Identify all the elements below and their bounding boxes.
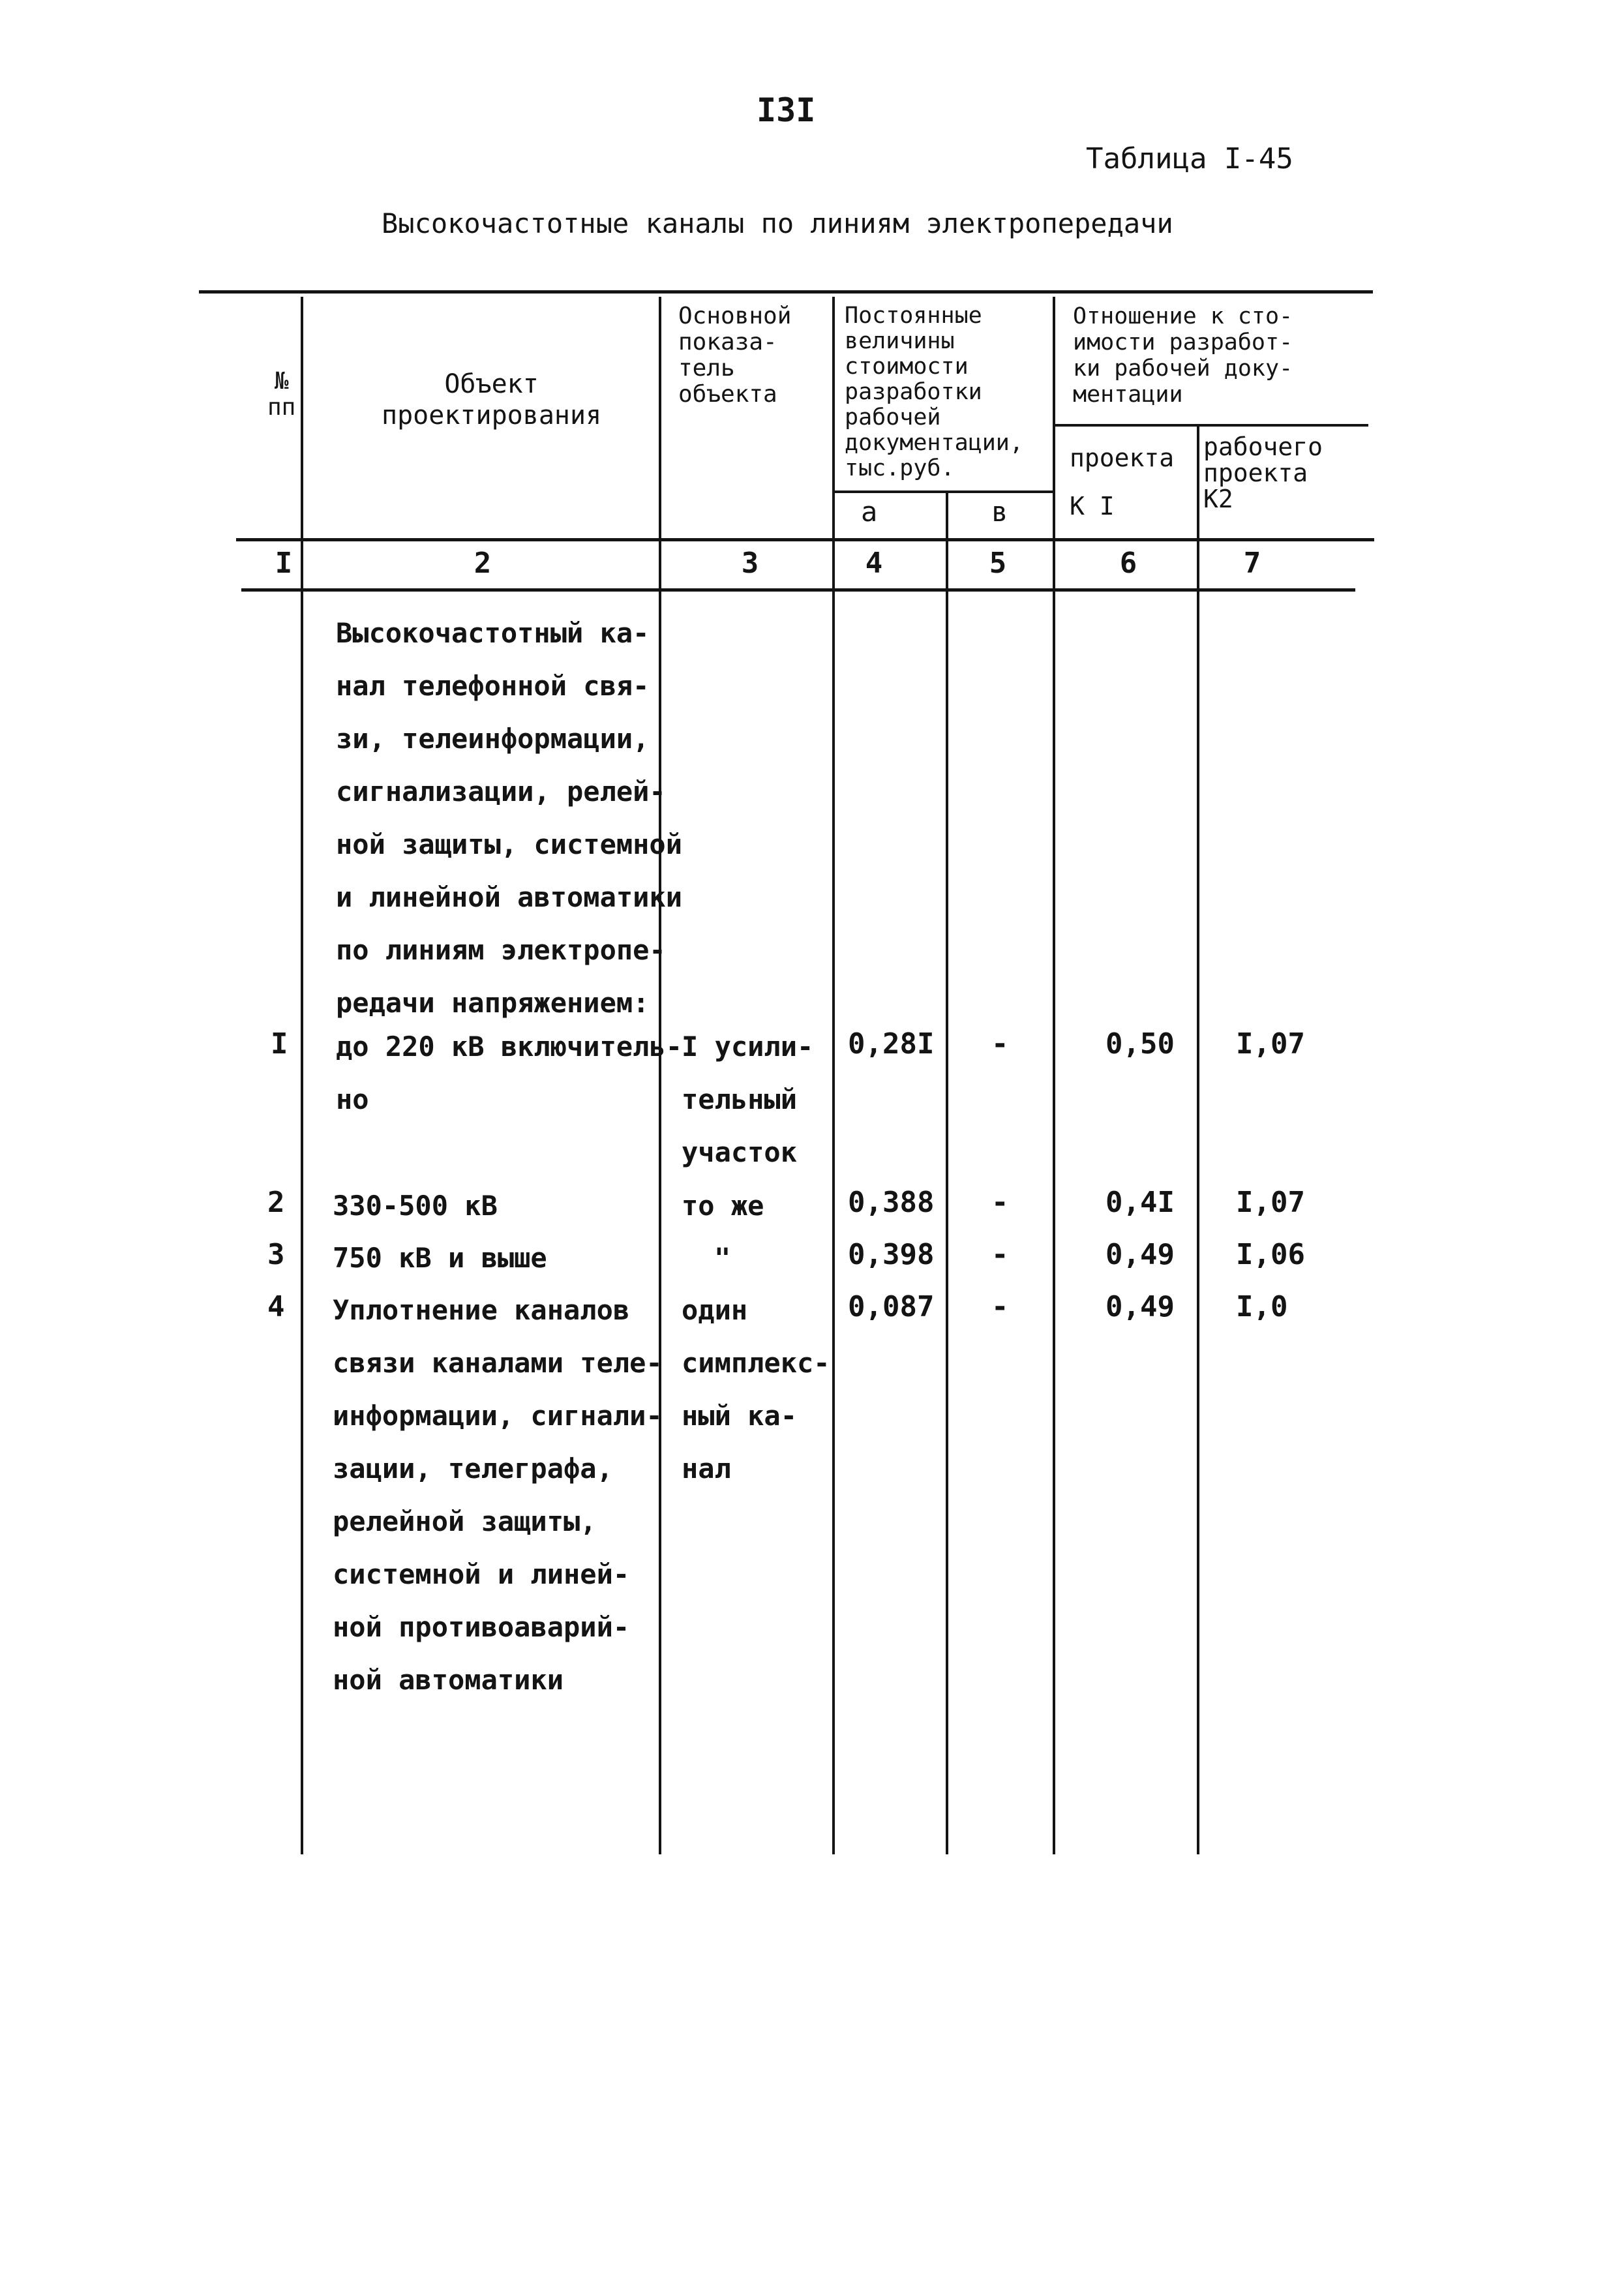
table-label: Таблица I-45 (1086, 142, 1293, 175)
header-ratio: Отношение к сто- имости разработ- ки рабочей доку- ментации (1073, 303, 1293, 408)
row-value-b: - (991, 1027, 1009, 1061)
table-top-rule (199, 290, 1373, 294)
row-value-a: 0,398 (848, 1238, 935, 1271)
column-numbers-bottom-rule (241, 588, 1355, 592)
row-value-k2: I,07 (1236, 1186, 1305, 1219)
header-bottom-rule (236, 538, 1374, 541)
col-divider-3 (832, 297, 835, 1854)
row-number: I (271, 1027, 288, 1061)
row-indicator: I усили- тельный участок (682, 1031, 814, 1168)
column-number: 4 (865, 547, 883, 580)
row-indicator: один симплекс- ный ка- нал (682, 1294, 830, 1485)
col-divider-1 (301, 297, 303, 1854)
column-number: 7 (1243, 547, 1261, 580)
row-value-k2: I,0 (1236, 1290, 1288, 1323)
column-number: 3 (741, 547, 759, 580)
row-value-a: 0,087 (848, 1290, 935, 1323)
row-number: 4 (267, 1290, 285, 1323)
page-number: I3I (757, 91, 816, 129)
header-number: № пп (267, 368, 296, 421)
row-value-b: - (991, 1238, 1009, 1271)
column-number: 5 (989, 547, 1007, 580)
row-object: 750 кВ и выше (333, 1242, 547, 1274)
header-constant-values: Постоянные величины стоимости разработки рабочей документации, тыс.руб. (845, 303, 1023, 481)
row-number: 2 (267, 1186, 285, 1219)
row-value-k1: 0,49 (1105, 1238, 1175, 1271)
row-indicator: " (714, 1242, 731, 1274)
row-value-k2: I,06 (1236, 1238, 1305, 1271)
row-value-k1: 0,4I (1105, 1186, 1175, 1219)
header-rule-col67 (1055, 424, 1368, 427)
row-value-b: - (991, 1290, 1009, 1323)
row-value-k1: 0,50 (1105, 1027, 1175, 1061)
row-value-a: 0,388 (848, 1186, 935, 1219)
header-a: а (861, 496, 878, 528)
row-number: 3 (267, 1238, 285, 1271)
column-number: 6 (1119, 547, 1137, 580)
col-divider-6 (1197, 425, 1199, 1854)
row-value-k1: 0,49 (1105, 1290, 1175, 1323)
header-rule-col45 (835, 490, 1055, 493)
row-value-a: 0,28I (848, 1027, 935, 1061)
header-object: Объект проектирования (382, 369, 602, 430)
header-b: в (991, 496, 1008, 528)
row-value-k2: I,07 (1236, 1027, 1305, 1061)
col-divider-5 (1053, 297, 1055, 1854)
document-title: Высокочастотные каналы по линиям электропередачи (382, 207, 1173, 239)
row-object: до 220 кВ включитель- но (336, 1031, 683, 1115)
column-number: 2 (474, 547, 492, 580)
row-indicator: то же (682, 1190, 764, 1222)
header-k2: рабочего проекта К2 (1203, 432, 1323, 513)
row-object: 330-500 кВ (333, 1190, 498, 1222)
row-object: Уплотнение каналов связи каналами теле- информации, сигнали- зации, телеграфа, релейной защиты, системной и линей- ной противоаварий- ной автоматики (333, 1294, 663, 1696)
column-number: I (275, 547, 293, 580)
header-indicator: Основной показа- тель объекта (678, 303, 792, 408)
section-heading: Высокочастотный ка- нал телефонной свя- зи, телеинформации, сигнализации, релей- ной защиты, системной и линейной автоматики по линиям электропе- редачи напряжением: (336, 617, 683, 1019)
row-value-b: - (991, 1186, 1009, 1219)
header-k1: проекта К I (1070, 444, 1175, 520)
col-divider-4 (946, 492, 948, 1854)
